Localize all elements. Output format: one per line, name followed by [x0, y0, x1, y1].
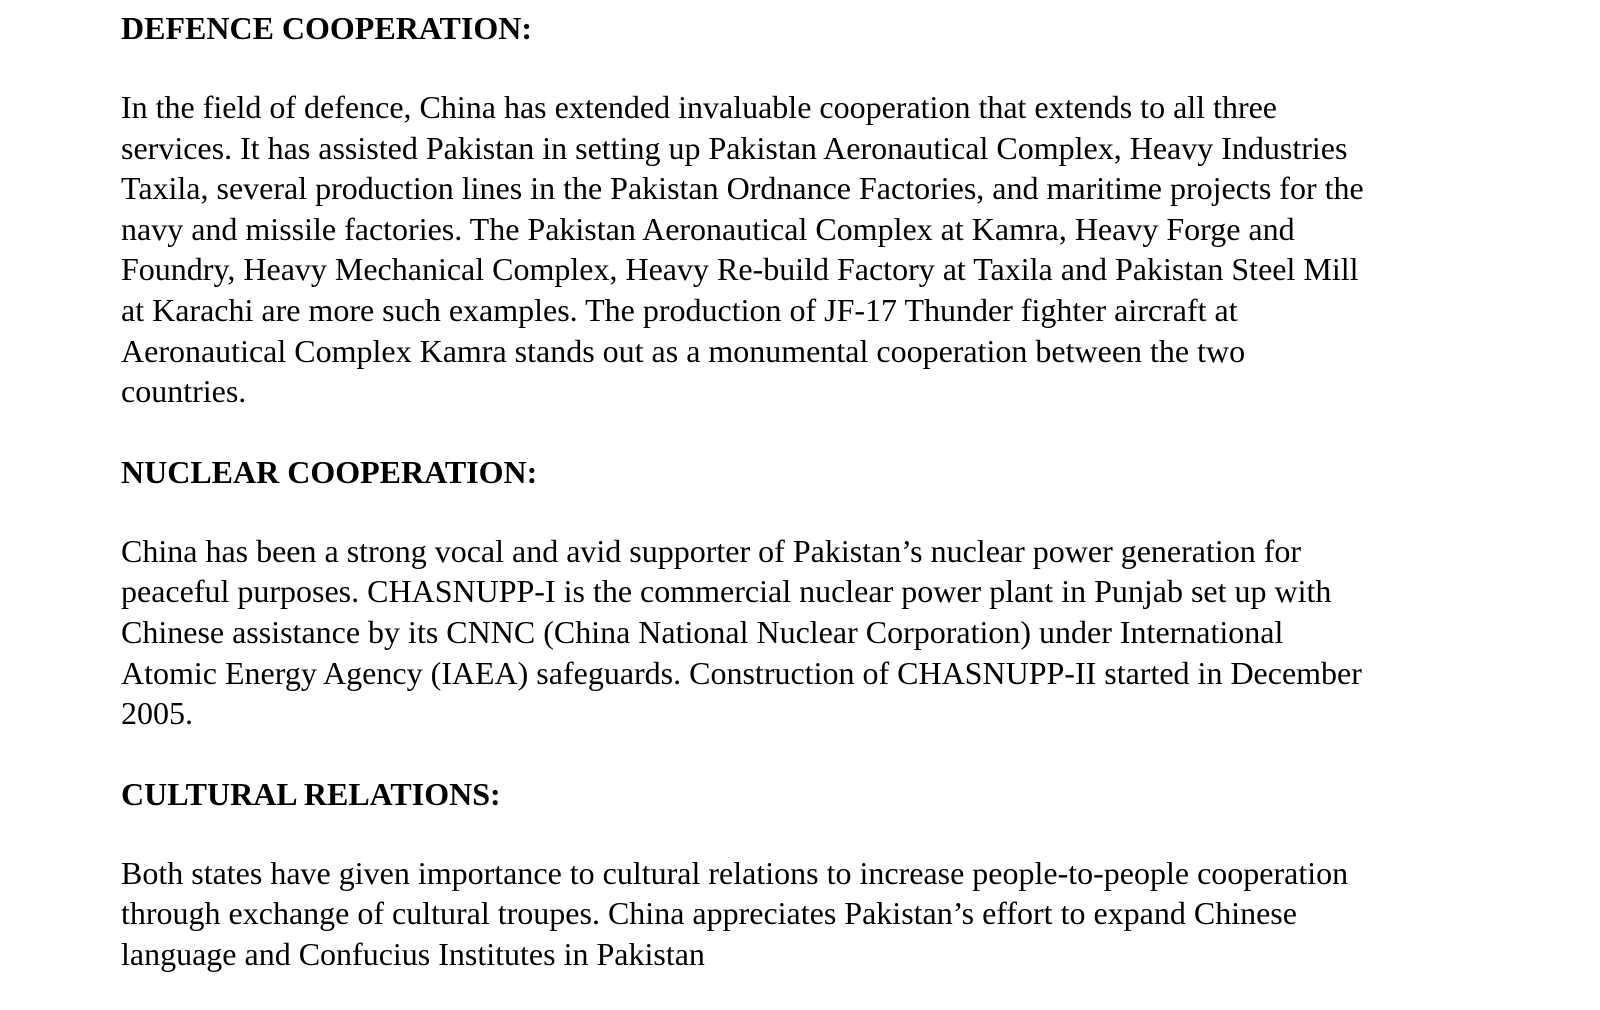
- paragraph-line: services. It has assisted Pakistan in setting up Pakistan Aeronautical Complex, Heavy Industries: [121, 129, 1348, 166]
- section-heading: DEFENCE COOPERATION:: [121, 10, 532, 46]
- paragraph-line: Taxila, several production lines in the Pakistan Ordnance Factories, and maritime projects for the: [121, 170, 1364, 207]
- section-cultural: [121, 774, 1521, 975]
- paragraph-line: navy and missile factories. The Pakistan Aeronautical Complex at Kamra, Heavy Forge and: [121, 210, 1295, 247]
- paragraph-line: at Karachi are more such examples. The production of JF-17 Thunder fighter aircraft at: [121, 291, 1238, 328]
- paragraph-line: Foundry, Heavy Mechanical Complex, Heavy Re-build Factory at Taxila and Pakistan Steel Mill: [121, 251, 1359, 288]
- section-paragraph: [121, 531, 1521, 734]
- document-page: [121, 8, 1521, 975]
- section-paragraph: [121, 853, 1521, 975]
- section-defence: [121, 8, 1521, 452]
- paragraph-line: In the field of defence, China has extended invaluable cooperation that extends to all three: [121, 89, 1277, 125]
- paragraph-line: Atomic Energy Agency (IAEA) safeguards. Construction of CHASNUPP-II started in December: [121, 654, 1362, 691]
- paragraph-line: Chinese assistance by its CNNC (China National Nuclear Corporation) under International: [121, 613, 1284, 650]
- section-paragraph: [121, 87, 1521, 412]
- paragraph-line: peaceful purposes. CHASNUPP-I is the commercial nuclear power plant in Punjab set up with: [121, 573, 1332, 610]
- paragraph-line: Both states have given importance to cultural relations to increase people-to-people cooperation: [121, 854, 1349, 891]
- section-heading: NUCLEAR COOPERATION:: [121, 453, 538, 490]
- paragraph-line: China has been a strong vocal and avid supporter of Pakistan’s nuclear power generation for: [121, 532, 1302, 569]
- paragraph-line: language and Confucius Institutes in Pakistan: [121, 935, 705, 972]
- section-nuclear: [121, 452, 1521, 774]
- section-heading: CULTURAL RELATIONS:: [121, 775, 501, 812]
- paragraph-line: 2005.: [121, 695, 193, 732]
- paragraph-line: Aeronautical Complex Kamra stands out as a monumental cooperation between the two: [121, 332, 1246, 369]
- paragraph-line: through exchange of cultural troupes. China appreciates Pakistan’s effort to expand Chinese: [121, 895, 1297, 932]
- paragraph-line: countries.: [121, 373, 247, 410]
